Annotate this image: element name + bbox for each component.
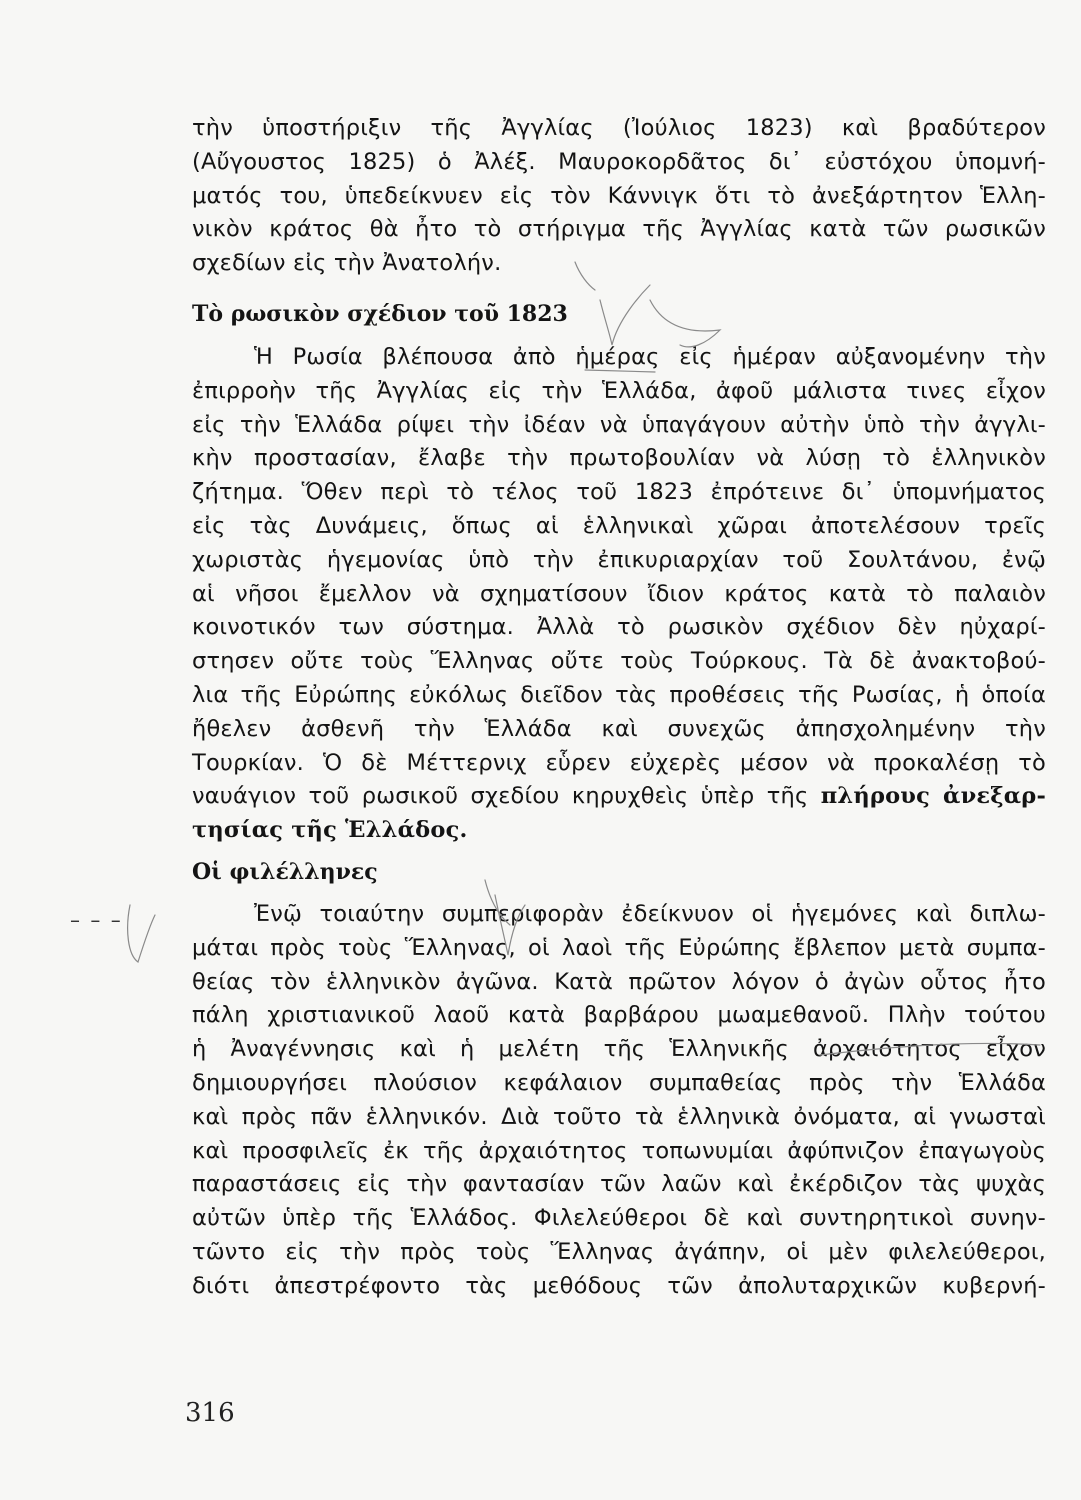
text-line: κοινοτικόν των σύστημα. Ἀλλὰ τὸ ρωσικὸν σχέδιον δὲν ηὐχαρί- bbox=[192, 614, 1046, 641]
text-line: ἡ Ἀναγέννησις καὶ ἡ μελέτη τῆς Ἑλληνικῆς ἀρχαιότητος εἶχον bbox=[192, 1036, 1046, 1063]
text-line: τῶντο εἰς τὴν πρὸς τοὺς Ἕλληνας ἀγάπην, οἱ μὲν φιλελεύθεροι, bbox=[192, 1238, 1046, 1265]
text-line: διότι ἀπεστρέφοντο τὰς μεθόδους τῶν ἀπολυταρχικῶν κυβερνή- bbox=[192, 1272, 1046, 1299]
bold-text-span: πλήρους ἀνεξαρ- bbox=[820, 783, 1046, 810]
bold-text-span: τησίας τῆς Ἑλλάδος. bbox=[192, 817, 468, 844]
paragraph-philhellenes bbox=[192, 898, 1046, 1304]
section-heading-russian-plan: Τὸ ρωσικὸν σχέδιον τοῦ 1823 bbox=[192, 300, 568, 327]
text-line: ἤθελεν ἀσθενῆ τὴν Ἑλλάδα καὶ συνεχῶς ἀπησχολημένην τὴν bbox=[192, 715, 1046, 742]
text-line: ματός του, ὑπεδείκνυεν εἰς τὸν Κάννιγκ ὅτι τὸ ἀνεξάρτητον Ἑλλη- bbox=[192, 182, 1046, 209]
text-line: Ἐνῷ τοιαύτην συμπεριφορὰν ἐδείκνυον οἱ ἡγεμόνες καὶ διπλω- bbox=[254, 900, 1046, 927]
text-line: αἱ νῆσοι ἔμελλον νὰ σχηματίσουν ἴδιον κράτος κατὰ τὸ παλαιὸν bbox=[192, 580, 1046, 607]
text-line: ζήτημα. Ὅθεν περὶ τὸ τέλος τοῦ 1823 ἐπρότεινε δι᾽ ὑπομνήματος bbox=[192, 479, 1046, 506]
text-line: χωριστὰς ἡγεμονίας ὑπὸ τὴν ἐπικυριαρχίαν τοῦ Σουλτάνου, ἐνῷ bbox=[192, 546, 1046, 573]
paragraph-continuation bbox=[192, 112, 1046, 281]
paragraph-russian-plan bbox=[192, 341, 1046, 848]
margin-dash-mark: – – – bbox=[70, 908, 123, 932]
text-line bbox=[192, 814, 1046, 848]
text-line: Τουρκίαν. Ὁ δὲ Μέττερνιχ εὗρεν εὐχερὲς μέσον νὰ προκαλέσῃ τὸ bbox=[192, 749, 1046, 776]
text-line: λια τῆς Εὐρώπης εὐκόλως διεῖδον τὰς προθέσεις τῆς Ρωσίας, ἡ ὁποία bbox=[192, 681, 1046, 708]
text-line: καὶ προσφιλεῖς ἐκ τῆς ἀρχαιότητος τοπωνυμίαι ἀφύπνιζον ἐπαγωγοὺς bbox=[192, 1137, 1046, 1164]
text-line: Ἡ Ρωσία βλέπουσα ἀπὸ ἡμέρας εἰς ἡμέραν αὐξανομένην τὴν bbox=[254, 343, 1046, 370]
text-line: παραστάσεις εἰς τὴν φαντασίαν τῶν λαῶν καὶ ἐκέρδιζον τὰς ψυχὰς bbox=[192, 1171, 1046, 1198]
page-number: 316 bbox=[185, 1398, 235, 1428]
text-line: θείας τὸν ἑλληνικὸν ἀγῶνα. Κατὰ πρῶτον λόγον ὁ ἀγὼν οὗτος ἦτο bbox=[192, 968, 1046, 995]
text-line: μάται πρὸς τοὺς Ἕλληνας, οἱ λαοὶ τῆς Εὐρώπης ἔβλεπον μετὰ συμπα- bbox=[192, 934, 1046, 961]
text-line: στησεν οὔτε τοὺς Ἕλληνας οὔτε τοὺς Τούρκους. Τὰ δὲ ἀνακτοβού- bbox=[192, 648, 1046, 675]
text-column bbox=[192, 112, 1046, 1304]
text-line: τὴν ὑποστήριξιν τῆς Ἀγγλίας (Ἰούλιος 1823) καὶ βραδύτερον bbox=[192, 115, 1046, 141]
text-line: νικὸν κράτος θὰ ἦτο τὸ στήριγμα τῆς Ἀγγλίας κατὰ τῶν ρωσικῶν bbox=[192, 216, 1046, 243]
text-line: κὴν προστασίαν, ἔλαβε τὴν πρωτοβουλίαν νὰ λύσῃ τὸ ἑλληνικὸν bbox=[192, 445, 1046, 472]
text-line: ἐπιρροὴν τῆς Ἀγγλίας εἰς τὴν Ἑλλάδα, ἀφοῦ μάλιστα τινες εἶχον bbox=[192, 377, 1046, 404]
text-line: πάλη χριστιανικοῦ λαοῦ κατὰ βαρβάρου μωαμεθανοῦ. Πλὴν τούτου bbox=[192, 1002, 1046, 1029]
text-line: σχεδίων εἰς τὴν Ἀνατολήν. bbox=[192, 250, 502, 277]
text-span: ναυάγιον τοῦ ρωσικοῦ σχεδίου κηρυχθεὶς ὑπὲρ τῆς bbox=[192, 783, 821, 810]
text-line: (Αὔγουστος 1825) ὁ Ἀλέξ. Μαυροκορδᾶτος δι᾽ εὐστόχου ὑπομνή- bbox=[192, 148, 1046, 175]
text-line: εἰς τὴν Ἑλλάδα ρίψει τὴν ἰδέαν νὰ ὑπαγάγουν αὐτὴν ὑπὸ τὴν ἀγγλι- bbox=[192, 411, 1046, 438]
text-line: αὐτῶν ὑπὲρ τῆς Ἑλλάδος. Φιλελεύθεροι δὲ καὶ συντηρητικοὶ συνην- bbox=[192, 1205, 1046, 1232]
text-line bbox=[192, 780, 1046, 814]
pencil-scribble bbox=[128, 905, 155, 962]
text-line: εἰς τὰς Δυνάμεις, ὅπως αἱ ἑλληνικαὶ χῶραι ἀποτελέσουν τρεῖς bbox=[192, 512, 1046, 539]
text-line: δημιουργήσει πλούσιον κεφάλαιον συμπαθείας πρὸς τὴν Ἑλλάδα bbox=[192, 1069, 1046, 1096]
text-line: καὶ πρὸς πᾶν ἑλληνικόν. Διὰ τοῦτο τὰ ἑλληνικὰ ὀνόματα, αἱ γνωσταὶ bbox=[192, 1103, 1046, 1130]
section-heading-philhellenes: Οἱ φιλέλληνες bbox=[192, 858, 378, 885]
